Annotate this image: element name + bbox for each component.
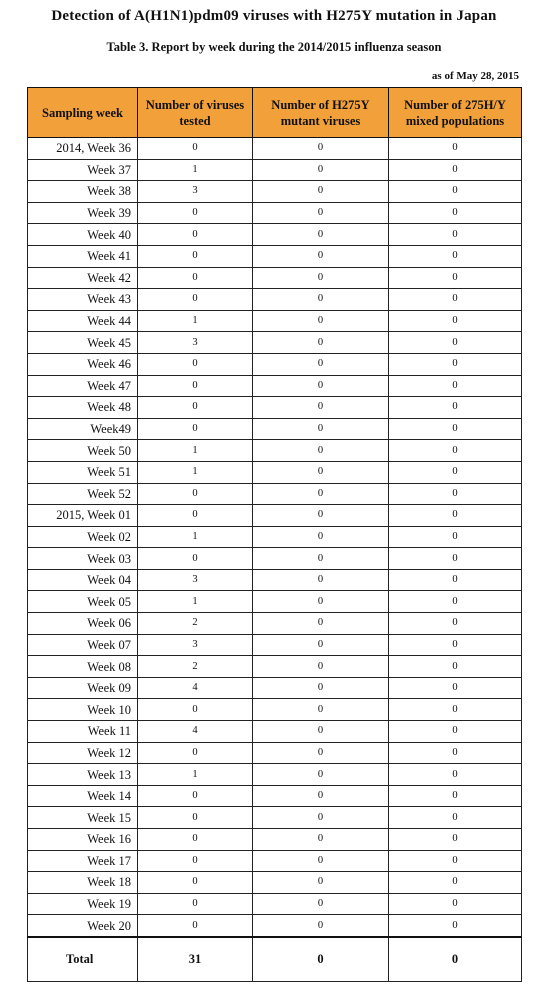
- sampling-week-cell: Week 04: [28, 569, 138, 591]
- h275y-mutants-cell: 0: [253, 289, 389, 311]
- h275y-mutants-cell: 0: [253, 505, 389, 527]
- h275y-mutants-cell: 0: [253, 764, 389, 786]
- mixed-populations-cell: 0: [389, 224, 522, 246]
- viruses-tested-cell: 0: [138, 138, 253, 160]
- h275y-mutants-cell: 0: [253, 807, 389, 829]
- viruses-tested-cell: 0: [138, 418, 253, 440]
- mixed-populations-cell: 0: [389, 850, 522, 872]
- sampling-week-cell: Week 40: [28, 224, 138, 246]
- sampling-week-cell: Week 14: [28, 785, 138, 807]
- table-row: [28, 893, 522, 915]
- h275y-mutants-cell: 0: [253, 742, 389, 764]
- table-row: [28, 872, 522, 894]
- mixed-populations-cell: 0: [389, 353, 522, 375]
- viruses-tested-cell: 0: [138, 785, 253, 807]
- viruses-tested-cell: 0: [138, 829, 253, 851]
- sampling-week-cell: Week 17: [28, 850, 138, 872]
- mixed-populations-cell: 0: [389, 440, 522, 462]
- sampling-week-cell: Week 11: [28, 721, 138, 743]
- sampling-week-cell: Week 03: [28, 548, 138, 570]
- mixed-populations-cell: 0: [389, 656, 522, 678]
- h275y-mutants-cell: 0: [253, 850, 389, 872]
- header-mixed-populations: Number of 275H/Y mixed populations: [389, 88, 522, 138]
- sampling-week-cell: Week 47: [28, 375, 138, 397]
- viruses-tested-cell: 2: [138, 656, 253, 678]
- viruses-tested-cell: 0: [138, 699, 253, 721]
- sampling-week-cell: Week 19: [28, 893, 138, 915]
- mixed-populations-cell: 0: [389, 138, 522, 160]
- h275y-mutants-cell: 0: [253, 785, 389, 807]
- sampling-week-cell: Week 07: [28, 634, 138, 656]
- viruses-tested-cell: 2: [138, 613, 253, 635]
- viruses-tested-cell: 4: [138, 677, 253, 699]
- h275y-mutants-cell: 0: [253, 829, 389, 851]
- h275y-mutants-cell: 0: [253, 677, 389, 699]
- mixed-populations-cell: 0: [389, 289, 522, 311]
- mixed-populations-cell: 0: [389, 397, 522, 419]
- table-row: [28, 245, 522, 267]
- table-row: [28, 310, 522, 332]
- sampling-week-cell: Week 37: [28, 159, 138, 181]
- sampling-week-cell: Week 09: [28, 677, 138, 699]
- mixed-populations-cell: 0: [389, 872, 522, 894]
- table-row: [28, 418, 522, 440]
- mixed-populations-cell: 0: [389, 181, 522, 203]
- table-row: [28, 850, 522, 872]
- viruses-tested-cell: 0: [138, 505, 253, 527]
- mixed-populations-cell: 0: [389, 591, 522, 613]
- table-row: [28, 159, 522, 181]
- table-row: [28, 569, 522, 591]
- table-row: [28, 181, 522, 203]
- table-row: [28, 915, 522, 937]
- h275y-mutants-cell: 0: [253, 634, 389, 656]
- viruses-tested-cell: 0: [138, 224, 253, 246]
- table-row: [28, 764, 522, 786]
- as-of-date: as of May 28, 2015: [431, 70, 519, 82]
- table-row: [28, 483, 522, 505]
- mixed-populations-cell: 0: [389, 677, 522, 699]
- sampling-week-cell: Week 20: [28, 915, 138, 937]
- table-row: [28, 375, 522, 397]
- total-row: [28, 937, 522, 982]
- h275y-mutants-cell: 0: [253, 872, 389, 894]
- h275y-mutants-cell: 0: [253, 915, 389, 937]
- h275y-mutants-cell: 0: [253, 613, 389, 635]
- mixed-populations-cell: 0: [389, 483, 522, 505]
- h275y-mutants-cell: 0: [253, 591, 389, 613]
- viruses-tested-cell: 3: [138, 569, 253, 591]
- table-row: [28, 656, 522, 678]
- viruses-tested-cell: 1: [138, 310, 253, 332]
- mixed-populations-cell: 0: [389, 245, 522, 267]
- mixed-populations-cell: 0: [389, 526, 522, 548]
- table-row: [28, 505, 522, 527]
- table-row: [28, 613, 522, 635]
- sampling-week-cell: Week 52: [28, 483, 138, 505]
- h275y-mutants-cell: 0: [253, 138, 389, 160]
- h275y-mutants-cell: 0: [253, 461, 389, 483]
- total-label: Total: [28, 937, 138, 982]
- mixed-populations-cell: 0: [389, 829, 522, 851]
- mixed-populations-cell: 0: [389, 461, 522, 483]
- h275y-mutants-cell: 0: [253, 224, 389, 246]
- table-row: [28, 138, 522, 160]
- h275y-mutants-cell: 0: [253, 267, 389, 289]
- mixed-populations-cell: 0: [389, 893, 522, 915]
- sampling-week-cell: Week 50: [28, 440, 138, 462]
- sampling-week-cell: Week49: [28, 418, 138, 440]
- viruses-tested-cell: 1: [138, 764, 253, 786]
- viruses-tested-cell: 0: [138, 202, 253, 224]
- table-row: [28, 829, 522, 851]
- mixed-populations-cell: 0: [389, 159, 522, 181]
- mixed-populations-cell: 0: [389, 807, 522, 829]
- h275y-mutants-cell: 0: [253, 721, 389, 743]
- mixed-populations-cell: 0: [389, 742, 522, 764]
- table-row: [28, 634, 522, 656]
- table-row: [28, 289, 522, 311]
- mixed-populations-cell: 0: [389, 785, 522, 807]
- mixed-populations-cell: 0: [389, 375, 522, 397]
- viruses-tested-cell: 0: [138, 915, 253, 937]
- sampling-week-cell: Week 16: [28, 829, 138, 851]
- table-row: [28, 526, 522, 548]
- viruses-tested-cell: 3: [138, 634, 253, 656]
- mixed-populations-cell: 0: [389, 613, 522, 635]
- sampling-week-cell: Week 42: [28, 267, 138, 289]
- viruses-tested-cell: 4: [138, 721, 253, 743]
- h275y-mutants-cell: 0: [253, 181, 389, 203]
- table-row: [28, 224, 522, 246]
- viruses-tested-cell: 0: [138, 807, 253, 829]
- viruses-tested-cell: 0: [138, 289, 253, 311]
- sampling-week-cell: Week 05: [28, 591, 138, 613]
- header-sampling-week: Sampling week: [28, 88, 138, 138]
- table-row: [28, 742, 522, 764]
- viruses-tested-cell: 0: [138, 375, 253, 397]
- h275y-mutants-cell: 0: [253, 310, 389, 332]
- h275y-mutants-cell: 0: [253, 699, 389, 721]
- mixed-populations-cell: 0: [389, 310, 522, 332]
- viruses-tested-cell: 1: [138, 159, 253, 181]
- table-row: [28, 353, 522, 375]
- header-viruses-tested: Number of viruses tested: [138, 88, 253, 138]
- h275y-mutants-cell: 0: [253, 245, 389, 267]
- sampling-week-cell: Week 10: [28, 699, 138, 721]
- sampling-week-cell: Week 08: [28, 656, 138, 678]
- mixed-populations-cell: 0: [389, 699, 522, 721]
- sampling-week-cell: Week 43: [28, 289, 138, 311]
- mixed-populations-cell: 0: [389, 418, 522, 440]
- viruses-tested-cell: 3: [138, 181, 253, 203]
- table-row: [28, 785, 522, 807]
- h275y-mutants-cell: 0: [253, 397, 389, 419]
- table-header-row: [28, 88, 522, 138]
- sampling-week-cell: Week 02: [28, 526, 138, 548]
- sampling-week-cell: Week 41: [28, 245, 138, 267]
- mixed-populations-cell: 0: [389, 764, 522, 786]
- mixed-populations-cell: 0: [389, 721, 522, 743]
- table-row: [28, 440, 522, 462]
- table-body: [28, 138, 522, 937]
- sampling-week-cell: Week 44: [28, 310, 138, 332]
- table-row: [28, 397, 522, 419]
- h275y-mutants-cell: 0: [253, 526, 389, 548]
- h275y-mutants-cell: 0: [253, 893, 389, 915]
- sampling-week-cell: Week 38: [28, 181, 138, 203]
- mixed-populations-cell: 0: [389, 332, 522, 354]
- mixed-populations-cell: 0: [389, 569, 522, 591]
- mixed-populations-cell: 0: [389, 267, 522, 289]
- h275y-mutants-cell: 0: [253, 483, 389, 505]
- viruses-tested-cell: 0: [138, 483, 253, 505]
- mixed-populations-cell: 0: [389, 915, 522, 937]
- mixed-populations-cell: 0: [389, 505, 522, 527]
- h275y-mutants-cell: 0: [253, 656, 389, 678]
- h275y-mutants-cell: 0: [253, 440, 389, 462]
- sampling-week-cell: Week 13: [28, 764, 138, 786]
- page-title: Detection of A(H1N1)pdm09 viruses with H275Y mutation in Japan: [51, 8, 497, 24]
- total-mixed: 0: [389, 937, 522, 982]
- h275y-mutants-cell: 0: [253, 418, 389, 440]
- viruses-tested-cell: 0: [138, 548, 253, 570]
- viruses-tested-cell: 0: [138, 353, 253, 375]
- viruses-tested-cell: 0: [138, 742, 253, 764]
- table-caption: Table 3. Report by week during the 2014/2015 influenza season: [106, 40, 442, 54]
- viruses-tested-cell: 0: [138, 397, 253, 419]
- table-row: [28, 461, 522, 483]
- sampling-week-cell: 2014, Week 36: [28, 138, 138, 160]
- viruses-tested-cell: 0: [138, 245, 253, 267]
- h275y-mutants-cell: 0: [253, 353, 389, 375]
- viruses-tested-cell: 1: [138, 440, 253, 462]
- mixed-populations-cell: 0: [389, 634, 522, 656]
- h275y-mutants-cell: 0: [253, 548, 389, 570]
- mixed-populations-cell: 0: [389, 548, 522, 570]
- table-row: [28, 332, 522, 354]
- weekly-report-table: [27, 87, 522, 982]
- table-row: [28, 807, 522, 829]
- sampling-week-cell: Week 39: [28, 202, 138, 224]
- viruses-tested-cell: 0: [138, 872, 253, 894]
- sampling-week-cell: 2015, Week 01: [28, 505, 138, 527]
- sampling-week-cell: Week 06: [28, 613, 138, 635]
- h275y-mutants-cell: 0: [253, 569, 389, 591]
- table-row: [28, 267, 522, 289]
- sampling-week-cell: Week 12: [28, 742, 138, 764]
- h275y-mutants-cell: 0: [253, 375, 389, 397]
- sampling-week-cell: Week 48: [28, 397, 138, 419]
- viruses-tested-cell: 0: [138, 850, 253, 872]
- viruses-tested-cell: 3: [138, 332, 253, 354]
- table-row: [28, 721, 522, 743]
- h275y-mutants-cell: 0: [253, 202, 389, 224]
- h275y-mutants-cell: 0: [253, 332, 389, 354]
- table-row: [28, 677, 522, 699]
- total-tested: 31: [138, 937, 253, 982]
- sampling-week-cell: Week 45: [28, 332, 138, 354]
- sampling-week-cell: Week 15: [28, 807, 138, 829]
- h275y-mutants-cell: 0: [253, 159, 389, 181]
- table-row: [28, 699, 522, 721]
- viruses-tested-cell: 1: [138, 591, 253, 613]
- header-h275y-mutants: Number of H275Y mutant viruses: [253, 88, 389, 138]
- sampling-week-cell: Week 51: [28, 461, 138, 483]
- table-row: [28, 591, 522, 613]
- viruses-tested-cell: 0: [138, 893, 253, 915]
- mixed-populations-cell: 0: [389, 202, 522, 224]
- table-row: [28, 548, 522, 570]
- viruses-tested-cell: 1: [138, 461, 253, 483]
- table-row: [28, 202, 522, 224]
- viruses-tested-cell: 1: [138, 526, 253, 548]
- sampling-week-cell: Week 18: [28, 872, 138, 894]
- sampling-week-cell: Week 46: [28, 353, 138, 375]
- viruses-tested-cell: 0: [138, 267, 253, 289]
- total-mutants: 0: [253, 937, 389, 982]
